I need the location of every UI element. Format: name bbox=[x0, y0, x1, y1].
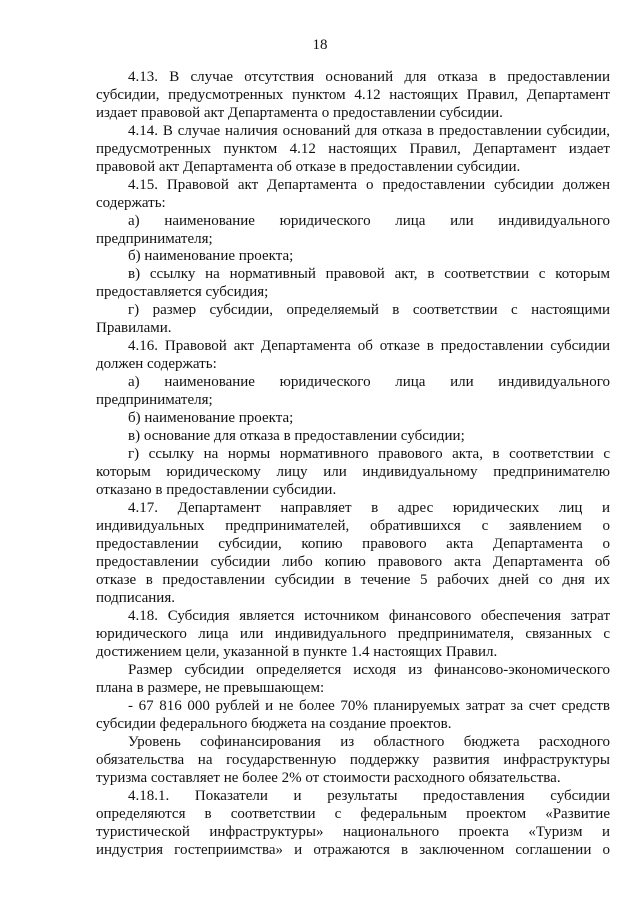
text-line: а) наименование юридического лица или индивидуального bbox=[128, 374, 610, 390]
text-line: предоставлении субсидии, копию правового акта Департамента о bbox=[96, 536, 610, 552]
text-line: 4.17. Департамент направляет в адрес юридических лиц и bbox=[128, 500, 610, 516]
text-line: определяются в соответствии с федеральным проектом «Развитие bbox=[96, 806, 610, 822]
text-line: отказано в предоставлении субсидии. bbox=[96, 482, 337, 498]
text-line: подписания. bbox=[96, 590, 175, 606]
text-line: предпринимателя; bbox=[96, 392, 213, 408]
text-line: индивидуальных предпринимателей, обратившихся с заявлением о bbox=[96, 518, 610, 534]
text-line: юридического лица или индивидуального предпринимателя, связанных с bbox=[96, 626, 610, 642]
text-line: которым юридическому лицу или индивидуальному предпринимателю bbox=[96, 464, 610, 480]
text-line: Уровень софинансирования из областного бюджета расходного bbox=[128, 734, 610, 750]
text-line: предоставлении субсидии либо копию правового акта Департамента об bbox=[96, 554, 610, 570]
text-line: издает правовой акт Департамента о предоставлении субсидии. bbox=[96, 105, 503, 121]
text-line: Правилами. bbox=[96, 320, 172, 336]
text-line: достижением цели, указанной в пункте 1.4 настоящих Правил. bbox=[96, 644, 498, 660]
text-line: туризма составляет не более 2% от стоимости расходного обязательства. bbox=[96, 770, 561, 786]
page-number: 18 bbox=[312, 37, 328, 53]
text-line: индустрия гостеприимства» и отражаются в заключенном соглашении о bbox=[96, 842, 610, 858]
text-line: 4.14. В случае наличия оснований для отказа в предоставлении субсидии, bbox=[128, 123, 610, 139]
text-line: - 67 816 000 рублей и не более 70% планируемых затрат за счет средств bbox=[128, 698, 610, 714]
text-line: правовой акт Департамента об отказе в предоставлении субсидии. bbox=[96, 159, 521, 175]
text-line: г) размер субсидии, определяемый в соответствии с настоящими bbox=[128, 302, 610, 318]
text-line: в) основание для отказа в предоставлении субсидии; bbox=[128, 428, 465, 444]
text-line: 4.15. Правовой акт Департамента о предоставлении субсидии должен bbox=[128, 177, 610, 193]
text-line: г) ссылку на нормы нормативного правового акта, в соответствии с bbox=[128, 446, 610, 462]
text-line: в) ссылку на нормативный правовой акт, в соответствии с которым bbox=[128, 266, 610, 282]
text-line: субсидии, предусмотренных пунктом 4.12 настоящих Правил, Департамент bbox=[96, 87, 610, 103]
text-line: а) наименование юридического лица или индивидуального bbox=[128, 213, 610, 229]
text-line: 4.18. Субсидия является источником финансового обеспечения затрат bbox=[128, 608, 610, 624]
text-line: 4.16. Правовой акт Департамента об отказе в предоставлении субсидии bbox=[128, 338, 610, 354]
text-line: б) наименование проекта; bbox=[128, 248, 294, 264]
text-line: б) наименование проекта; bbox=[128, 410, 294, 426]
text-line: 4.13. В случае отсутствия оснований для отказа в предоставлении bbox=[128, 69, 610, 85]
text-line: туристической инфраструктуры» национального проекта «Туризм и bbox=[96, 824, 610, 840]
text-line: должен содержать: bbox=[96, 356, 217, 372]
text-line: плана в размере, не превышающем: bbox=[96, 680, 325, 696]
text-line: предпринимателя; bbox=[96, 231, 213, 247]
text-line: отказе в предоставлении субсидии в течение 5 рабочих дней со дня их bbox=[96, 572, 610, 588]
text-line: 4.18.1. Показатели и результаты предоставления субсидии bbox=[128, 788, 610, 804]
text-line: предоставляется субсидия; bbox=[96, 284, 269, 300]
text-line: предусмотренных пунктом 4.12 настоящих Правил, Департамент издает bbox=[96, 141, 610, 157]
text-line: обязательства на государственную поддержку развития инфраструктуры bbox=[96, 752, 610, 768]
text-line: Размер субсидии определяется исходя из финансово-экономического bbox=[128, 662, 610, 678]
text-line: субсидии федерального бюджета на создание проектов. bbox=[96, 716, 452, 732]
text-line: содержать: bbox=[96, 195, 166, 211]
